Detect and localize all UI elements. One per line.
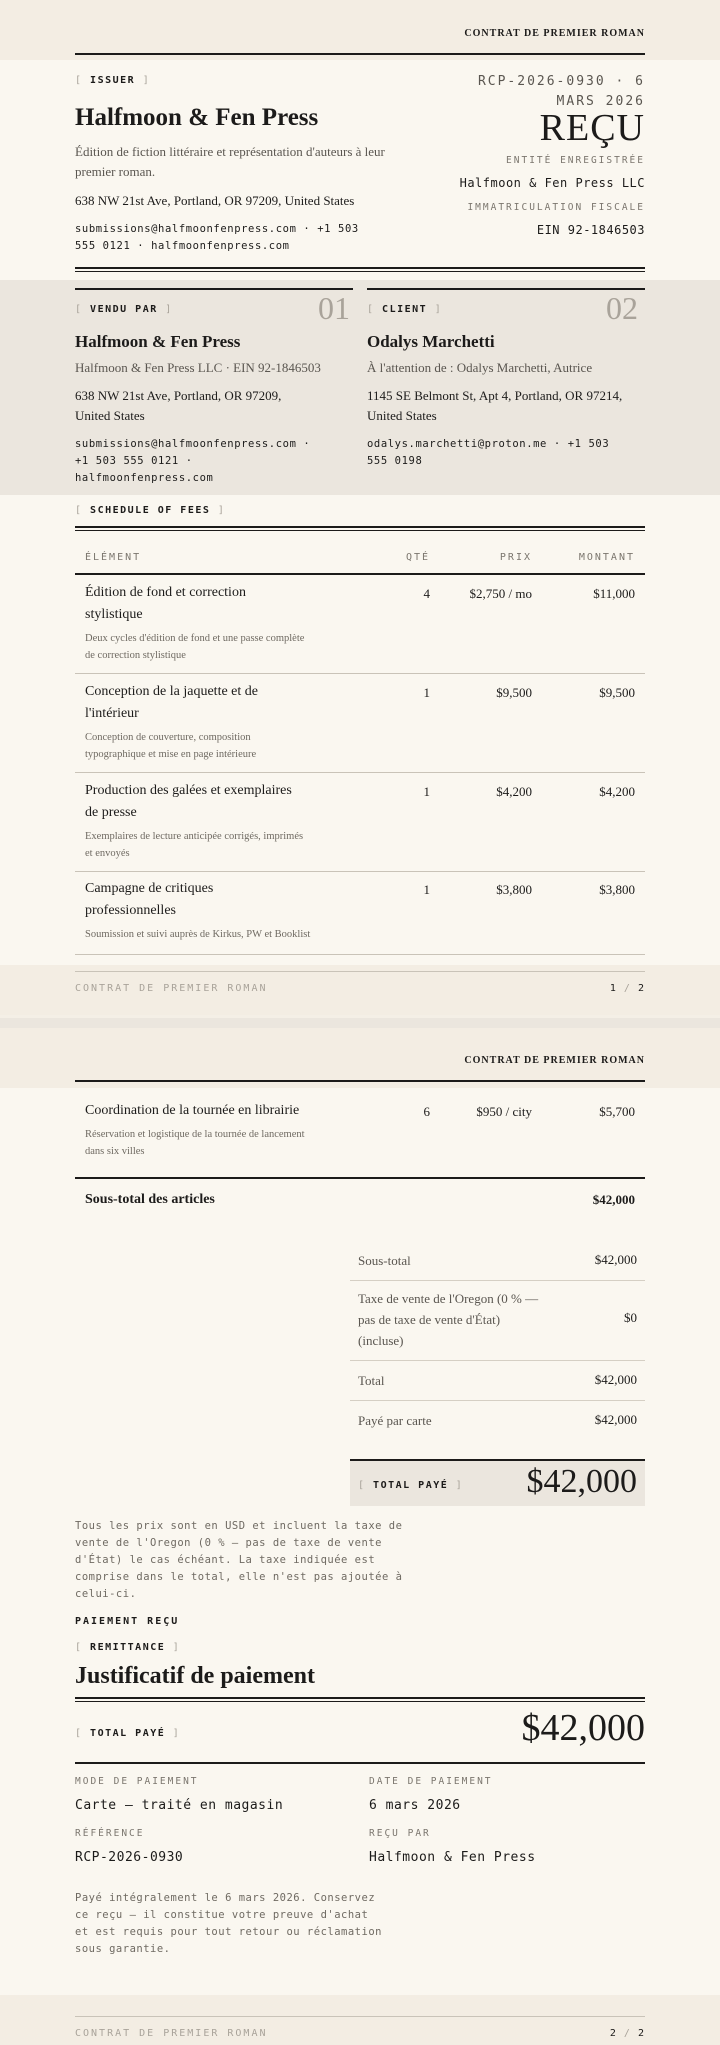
item-amount: $4,200 xyxy=(599,784,635,799)
running-head: CONTRAT DE PREMIER ROMAN xyxy=(464,1055,645,1066)
page-2 xyxy=(0,1018,720,2045)
item-title: Édition de fond et correction stylistique xyxy=(85,585,246,622)
payment-method-label: MODE DE PAIEMENT xyxy=(75,1776,199,1787)
client-address: 1145 SE Belmont St, Apt 4, Portland, OR 97214, United States xyxy=(367,388,623,423)
item-qty: 6 xyxy=(423,1104,430,1119)
received-by-label: REÇU PAR xyxy=(369,1828,431,1839)
receipt-title: REÇU xyxy=(539,107,645,149)
sold-by-entity: Halfmoon & Fen Press LLC · EIN 92-1846503 xyxy=(75,360,321,375)
item-price: $9,500 xyxy=(496,685,532,700)
payment-date-label: DATE DE PAIEMENT xyxy=(369,1776,493,1787)
entity-name: Halfmoon & Fen Press LLC xyxy=(459,176,645,190)
remittance-note: Payé intégralement le 6 mars 2026. Conservez ce reçu — il constitue votre preuve d'achat et est requis pour tout retour ou réclamation sous garantie. xyxy=(75,1892,382,1955)
item-qty: 1 xyxy=(423,784,430,799)
items-subtotal-label: Sous-total des articles xyxy=(85,1192,215,1207)
reference-label: RÉFÉRENCE xyxy=(75,1828,145,1839)
items-subtotal-value: $42,000 xyxy=(592,1192,635,1207)
col-header-item: ÉLÉMENT xyxy=(85,552,142,563)
item-title: Production des galées et exemplaires de presse xyxy=(85,783,292,820)
issuer-tag: [ ISSUER ] xyxy=(75,75,151,86)
table-row xyxy=(0,674,720,769)
item-description: Réservation et logistique de la tournée de lancement dans six villes xyxy=(85,1129,305,1157)
sold-by-number: 01 xyxy=(318,290,350,326)
table-row xyxy=(0,1088,720,1178)
item-description: Deux cycles d'édition de fond et une passe complète de correction stylistique xyxy=(85,633,305,661)
sold-by-rule xyxy=(75,288,353,290)
page-footer xyxy=(0,1995,720,2045)
fees-section xyxy=(0,495,720,965)
item-description: Soumission et suivi auprès de Kirkus, PW et Booklist xyxy=(85,929,311,940)
entity-label: ENTITÉ ENREGISTRÉE xyxy=(506,155,645,166)
payment-date-value: 6 mars 2026 xyxy=(369,1798,461,1813)
running-head: CONTRAT DE PREMIER ROMAN xyxy=(464,28,645,39)
remittance-total-value: $42,000 xyxy=(521,1707,645,1749)
item-title: Coordination de la tournée en librairie xyxy=(85,1103,300,1118)
tax-id-value: EIN 92-1846503 xyxy=(536,223,645,237)
page-1 xyxy=(0,0,720,1018)
page-2-body xyxy=(0,1088,720,1995)
client-tag: [ CLIENT ] xyxy=(367,304,443,315)
issuer-address: 638 NW 21st Ave, Portland, OR 97209, United States xyxy=(75,193,355,208)
total-paid-value: $42,000 xyxy=(526,1463,637,1500)
payment-received-heading: PAIEMENT REÇU xyxy=(75,1616,180,1627)
client-name: Odalys Marchetti xyxy=(367,332,495,351)
sold-by-address: 638 NW 21st Ave, Portland, OR 97209, United States xyxy=(75,388,282,423)
table-row xyxy=(0,872,720,952)
remittance-title: Justificatif de paiement xyxy=(75,1663,315,1689)
receipt-reference: RCP-2026-0930 · 6 MARS 2026 xyxy=(477,74,645,109)
table-row xyxy=(0,773,720,868)
total-paid-tag: [ TOTAL PAYÉ ] xyxy=(358,1480,464,1491)
client-rule xyxy=(367,288,645,290)
header-rule xyxy=(75,1080,645,1082)
page-header xyxy=(0,0,720,60)
client-attention: À l'attention de : Odalys Marchetti, Autrice xyxy=(367,360,593,375)
sold-by-name: Halfmoon & Fen Press xyxy=(75,332,241,351)
col-header-qty: QTÉ xyxy=(405,552,430,563)
item-price: $950 / city xyxy=(476,1104,532,1119)
page-header xyxy=(0,1028,720,1088)
item-price: $2,750 / mo xyxy=(469,586,532,601)
received-by-value: Halfmoon & Fen Press xyxy=(369,1850,536,1865)
remittance-total-tag: [ TOTAL PAYÉ ] xyxy=(75,1728,181,1739)
item-qty: 1 xyxy=(423,685,430,700)
item-qty: 1 xyxy=(423,882,430,897)
summary-tax-row: Taxe de vente de l'Oregon (0 % — pas de taxe de vente d'État) (incluse) $0 xyxy=(350,1280,645,1361)
item-amount: $9,500 xyxy=(599,685,635,700)
fees-tag: [ SCHEDULE OF FEES ] xyxy=(75,505,226,516)
col-header-amount: MONTANT xyxy=(578,552,635,563)
issuer-name: Halfmoon & Fen Press xyxy=(75,104,319,131)
tax-note: Tous les prix sont en USD et incluent la taxe de vente de l'Oregon (0 % — pas de taxe de vente d'État) le cas échéant. La taxe indiquée est comprise dans le total, elle n'est pas ajoutée à celui-ci. xyxy=(75,1520,403,1600)
item-amount: $3,800 xyxy=(599,882,635,897)
payment-method-value: Carte — traité en magasin xyxy=(75,1798,284,1813)
issuer-description: Édition de fiction littéraire et représentation d'auteurs à leur premier roman. xyxy=(75,144,385,179)
page-footer xyxy=(0,965,720,1015)
client-number: 02 xyxy=(606,290,638,326)
item-description: Conception de couverture, composition typographique et mise en page intérieure xyxy=(85,732,257,760)
footer-label: CONTRAT DE PREMIER ROMAN xyxy=(75,2028,268,2039)
page-number: 2 / 2 xyxy=(609,2028,645,2039)
item-amount: $11,000 xyxy=(593,586,635,601)
sold-by-tag: [ VENDU PAR ] xyxy=(75,304,173,315)
total-paid-box xyxy=(350,1461,645,1506)
summary-subtotal-row: Sous-total $42,000 xyxy=(350,1240,645,1281)
header-rule xyxy=(75,53,645,55)
summary-paid-row: Payé par carte $42,000 xyxy=(358,1412,637,1428)
col-header-price: PRIX xyxy=(499,552,532,563)
parties-section xyxy=(0,280,720,495)
item-title: Conception de la jaquette et de l'intérieur xyxy=(85,684,258,721)
item-qty: 4 xyxy=(423,586,430,601)
issuer-section xyxy=(0,60,720,280)
item-description: Exemplaires de lecture anticipée corrigés, imprimés et envoyés xyxy=(85,831,304,859)
table-row xyxy=(0,574,720,669)
issuer-rule xyxy=(75,267,645,272)
page-number: 1 / 2 xyxy=(609,983,645,994)
issuer-contact: submissions@halfmoonfenpress.com · +1 503 555 0121 · halfmoonfenpress.com xyxy=(75,223,359,252)
fees-rule xyxy=(75,526,645,531)
footer-label: CONTRAT DE PREMIER ROMAN xyxy=(75,983,268,994)
item-price: $4,200 xyxy=(496,784,532,799)
item-title: Campagne de critiques professionnelles xyxy=(85,881,214,918)
reference-value: RCP-2026-0930 xyxy=(75,1850,184,1865)
remittance-tag: [ REMITTANCE ] xyxy=(75,1642,181,1653)
item-price: $3,800 xyxy=(496,882,532,897)
item-amount: $5,700 xyxy=(599,1104,635,1119)
summary-total-row: Total $42,000 xyxy=(350,1360,645,1401)
tax-id-label: IMMATRICULATION FISCALE xyxy=(467,202,645,213)
client-contact: odalys.marchetti@proton.me · +1 503 555 0198 xyxy=(367,438,610,467)
sold-by-contact: submissions@halfmoonfenpress.com · +1 503 555 0121 · halfmoonfenpress.com xyxy=(75,438,311,484)
